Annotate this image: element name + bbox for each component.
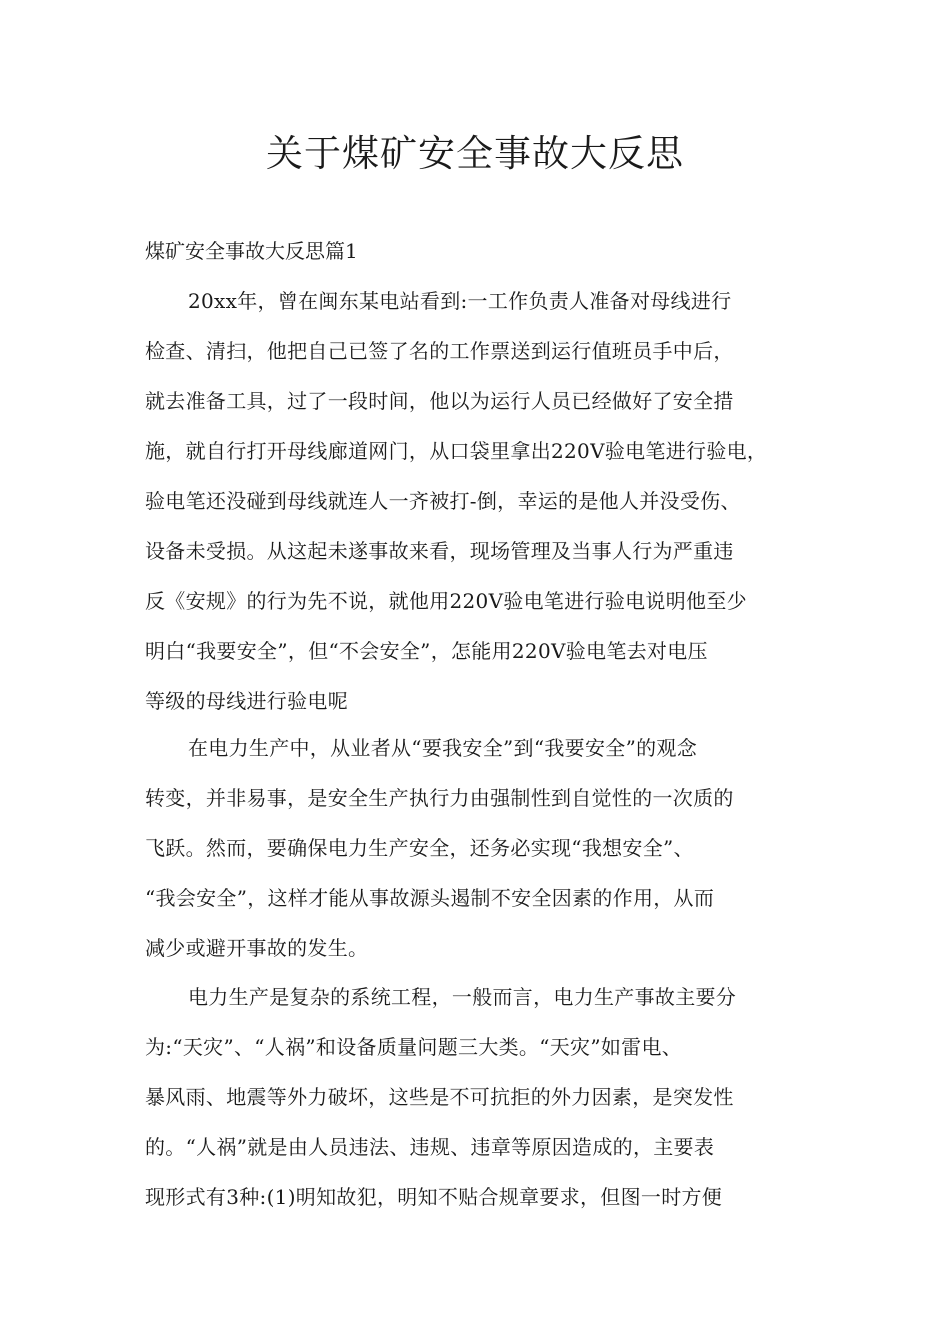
paragraph-line: 在电力生产中，从业者从“要我安全”到“我要安全”的观念 bbox=[188, 736, 697, 760]
paragraph-line: 电力生产是复杂的系统工程，一般而言，电力生产事故主要分 bbox=[188, 985, 737, 1009]
paragraph-line: 飞跃。然而，要确保电力生产安全，还务必实现“我想安全”、 bbox=[145, 836, 694, 860]
paragraph-line: 施，就自行打开母线廊道网门，从口袋里拿出220V验电笔进行验电， bbox=[145, 439, 768, 463]
paragraph-1 bbox=[145, 283, 825, 733]
paragraph-2 bbox=[145, 730, 825, 980]
paragraph-line: 等级的母线进行验电呢 bbox=[145, 689, 348, 713]
paragraph-line: 暴风雨、地震等外力破坏，这些是不可抗拒的外力因素，是突发性 bbox=[145, 1085, 734, 1109]
paragraph-line: 明白“我要安全”，但“不会安全”，怎能用220V验电笔去对电压 bbox=[145, 639, 708, 663]
paragraph-line: 检查、清扫，他把自己已签了名的工作票送到运行值班员手中后， bbox=[145, 339, 734, 363]
paragraph-3 bbox=[145, 979, 825, 1229]
paragraph-line: 转变，并非易事，是安全生产执行力由强制性到自觉性的一次质的 bbox=[145, 786, 734, 810]
paragraph-line: “我会安全”，这样才能从事故源头遏制不安全因素的作用，从而 bbox=[145, 886, 715, 910]
paragraph-line: 设备未受损。从这起未遂事故来看，现场管理及当事人行为严重违 bbox=[145, 539, 734, 563]
paragraph-line: 现形式有3种:(1)明知故犯，明知不贴合规章要求，但图一时方便 bbox=[145, 1185, 723, 1209]
paragraph-line: 验电笔还没碰到母线就连人一齐被打-倒，幸运的是他人并没受伤、 bbox=[145, 489, 741, 513]
paragraph-line: 为:“天灾”、“人祸”和设备质量问题三大类。“天灾”如雷电、 bbox=[145, 1035, 683, 1059]
paragraph-line: 的。“人祸”就是由人员违法、违规、违章等原因造成的，主要表 bbox=[145, 1135, 715, 1159]
paragraph-line: 反《安规》的行为先不说，就他用220V验电笔进行验电说明他至少 bbox=[145, 589, 747, 613]
paragraph-line: 20xx年，曾在闽东某电站看到:一工作负责人准备对母线进行 bbox=[188, 289, 732, 313]
paragraph-line: 减少或避开事故的发生。 bbox=[145, 936, 369, 960]
paragraph-line: 就去准备工具，过了一段时间，他以为运行人员已经做好了安全措 bbox=[145, 389, 734, 413]
section-heading: 煤矿安全事故大反思篇1 bbox=[145, 239, 358, 263]
document-title: 关于煤矿安全事故大反思 bbox=[266, 132, 684, 175]
